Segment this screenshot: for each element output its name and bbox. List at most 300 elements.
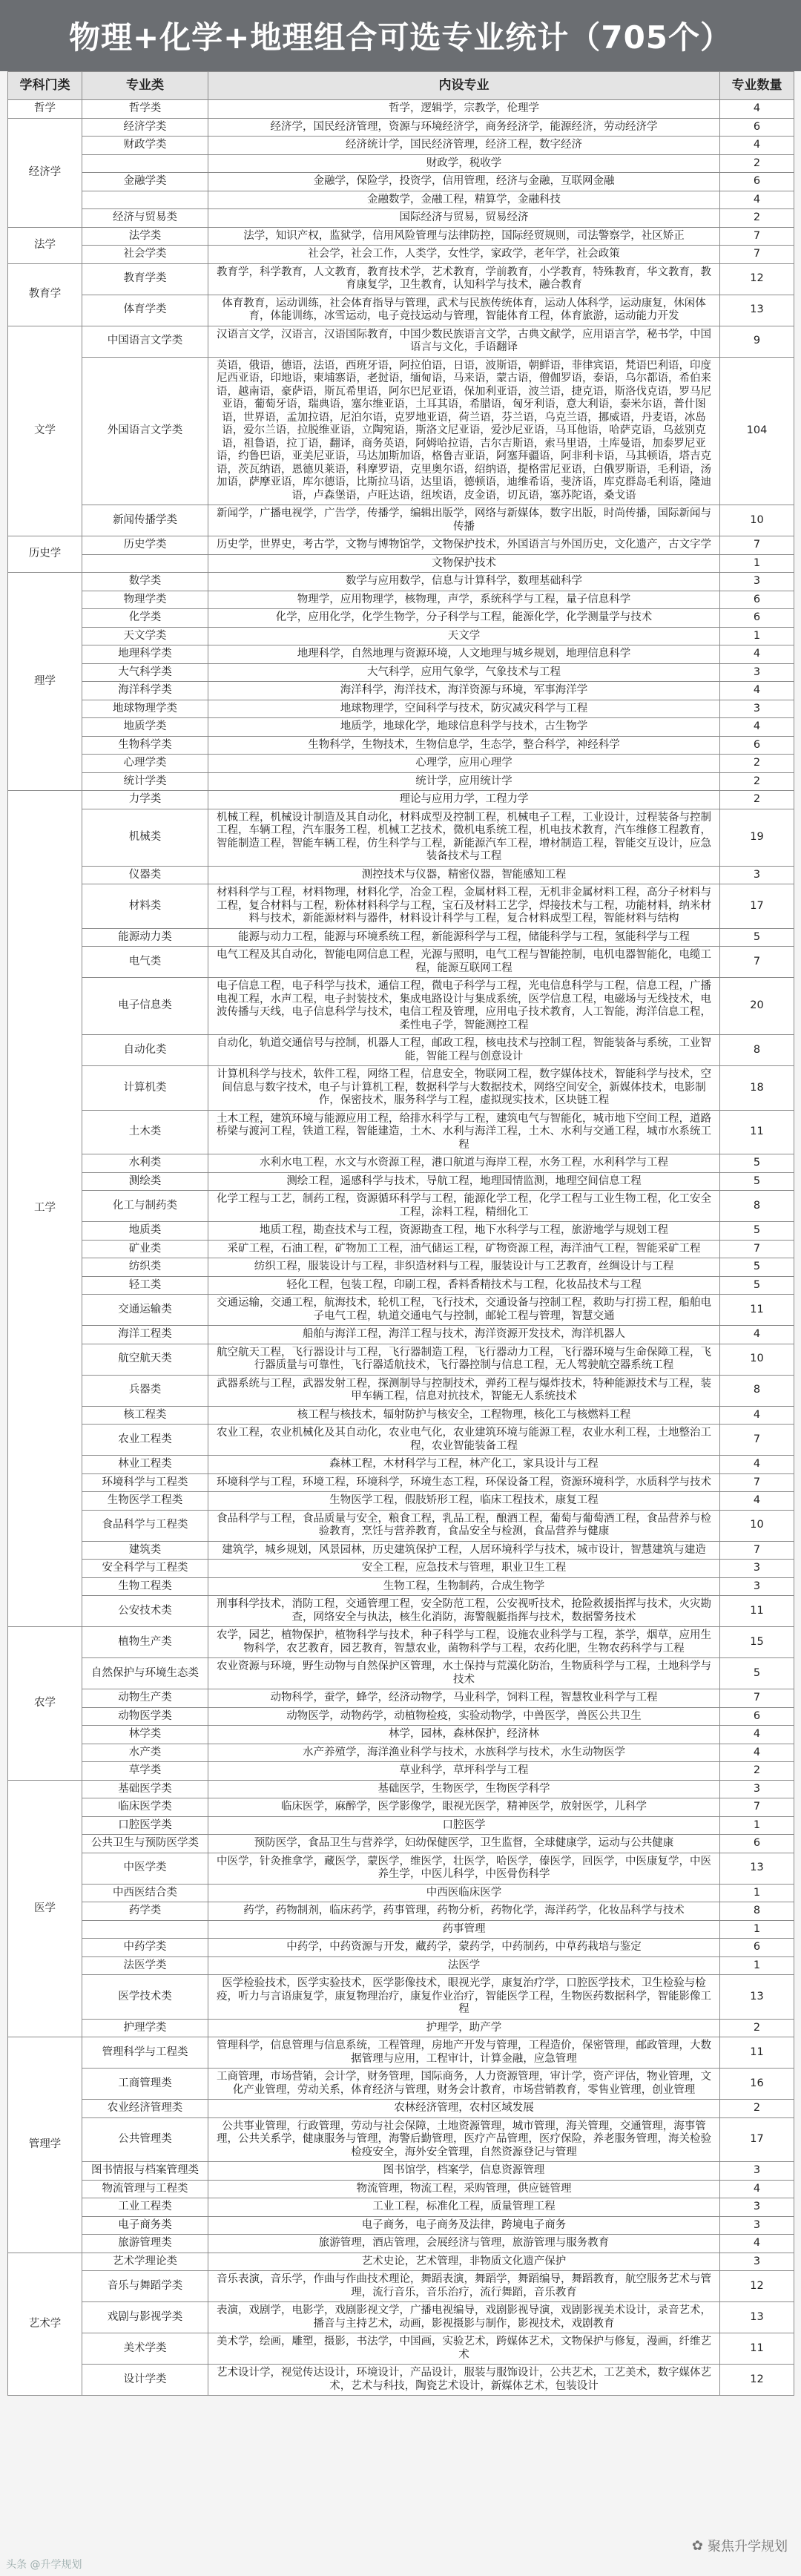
count-cell: 5 xyxy=(720,1154,794,1173)
majors-cell: 机械工程，机械设计制造及其自动化，材料成型及控制工程，机械电子工程，工业设计，过程装备与控制工程，车辆工程，汽车服务工程，机械工艺技术，微机电系统工程，机电技术教育，汽车维修工程教育，智能制造工程，智能车辆工程，仿生科学与工程，新能源汽车工程，增材制造工程，智能交互设计，应急装备技术与工程 xyxy=(208,809,720,866)
count-cell: 12 xyxy=(720,263,794,295)
majors-cell: 金融学，保险学，投资学，信用管理，经济与金融，互联网金融 xyxy=(208,173,720,191)
table-row xyxy=(8,1066,794,1111)
count-cell: 12 xyxy=(720,2271,794,2302)
table-row xyxy=(8,1780,794,1798)
major-class-cell: 轻工类 xyxy=(82,1276,208,1295)
majors-cell: 工商管理，市场营销，会计学，财务管理，国际商务，人力资源管理，审计学，资产评估，物业管理，文化产业管理，劳动关系，体育经济与管理，财务会计教育，市场营销教育，零售业管理，创业管理 xyxy=(208,2069,720,2100)
table-row xyxy=(8,1835,794,1853)
count-cell: 6 xyxy=(720,173,794,191)
count-cell: 3 xyxy=(720,663,794,682)
count-cell: 7 xyxy=(720,536,794,555)
count-cell: 16 xyxy=(720,2069,794,2100)
major-class-cell: 兵器类 xyxy=(82,1375,208,1406)
table-row xyxy=(8,772,794,791)
table-row xyxy=(8,173,794,191)
major-class-cell: 动物医学类 xyxy=(82,1707,208,1726)
count-cell: 6 xyxy=(720,1835,794,1853)
table-row xyxy=(8,2216,794,2235)
table-row xyxy=(8,1240,794,1258)
table-row xyxy=(8,1975,794,2020)
major-class-cell: 临床医学类 xyxy=(82,1798,208,1817)
major-class-cell: 机械类 xyxy=(82,809,208,866)
table-row xyxy=(8,1658,794,1689)
major-class-cell: 医学技术类 xyxy=(82,1975,208,2020)
major-class-cell: 美术学类 xyxy=(82,2333,208,2365)
count-cell: 4 xyxy=(720,191,794,209)
count-cell: 11 xyxy=(720,1295,794,1326)
majors-cell: 材料科学与工程，材料物理，材料化学，冶金工程，金属材料工程，无机非金属材料工程，高分子材料与工程，复合材料与工程，粉体材料科学与工程，宝石及材料工艺学，焊接技术与工程，功能材料，纳米材料与技术，新能源材料与器件，材料设计科学与工程，复合材料成型工程，智能材料与结构 xyxy=(208,884,720,929)
major-class-cell: 工业工程类 xyxy=(82,2198,208,2217)
table-row xyxy=(8,700,794,718)
count-cell: 4 xyxy=(720,1456,794,1474)
majors-cell: 公共事业管理，行政管理，劳动与社会保障，土地资源管理，城市管理，海关管理，交通管理，海事管理，公共关系学，健康服务与管理，海警后勤管理，医疗产品管理，医疗保险，养老服务管理，海关检验检疫安全，海外安全管理，自然资源登记与管理 xyxy=(208,2117,720,2162)
table-row xyxy=(8,791,794,809)
table-row xyxy=(8,1798,794,1817)
header-category: 学科门类 xyxy=(8,72,82,100)
major-class-cell: 社会学类 xyxy=(82,246,208,264)
table-row xyxy=(8,1191,794,1222)
discipline-cell: 理学 xyxy=(8,573,82,791)
major-class-cell: 材料类 xyxy=(82,884,208,929)
table-row xyxy=(8,2162,794,2181)
major-class-cell: 海洋工程类 xyxy=(82,1326,208,1344)
count-cell: 13 xyxy=(720,295,794,326)
count-cell: 2 xyxy=(720,772,794,791)
major-class-cell: 自动化类 xyxy=(82,1035,208,1066)
count-cell: 18 xyxy=(720,1066,794,1111)
major-class-cell: 经济与贸易类 xyxy=(82,209,208,228)
majors-cell: 护理学，助产学 xyxy=(208,2019,720,2037)
majors-cell: 历史学，世界史，考古学，文物与博物馆学，文物保护技术，外国语言与外国历史，文化遗产，古文字学 xyxy=(208,536,720,555)
majors-cell: 农林经济管理，农村区域发展 xyxy=(208,2100,720,2118)
table-row xyxy=(8,755,794,773)
majors-cell: 社会学，社会工作，人类学，女性学，家政学，老年学，社会政策 xyxy=(208,246,720,264)
major-class-cell: 哲学类 xyxy=(82,100,208,119)
count-cell: 5 xyxy=(720,1222,794,1241)
count-cell: 11 xyxy=(720,1596,794,1627)
count-cell: 5 xyxy=(720,1258,794,1277)
table-row xyxy=(8,591,794,609)
table-row xyxy=(8,326,794,357)
table-row xyxy=(8,663,794,682)
table-row xyxy=(8,645,794,664)
table-row xyxy=(8,1510,794,1541)
majors-cell: 武器系统与工程，武器发射工程，探测制导与控制技术，弹药工程与爆炸技术，特种能源技术与工程，装甲车辆工程，信息对抗技术，智能无人系统技术 xyxy=(208,1375,720,1406)
majors-cell: 中药学，中药资源与开发，藏药学，蒙药学，中药制药，中草药栽培与鉴定 xyxy=(208,1939,720,1957)
major-class-cell: 航空航天类 xyxy=(82,1344,208,1375)
discipline-cell: 教育学 xyxy=(8,263,82,326)
majors-cell: 中医学，针灸推拿学，藏医学，蒙医学，维医学，壮医学，哈医学，傣医学，回医学，中医康复学，中医养生学，中医儿科学，中医骨伤科学 xyxy=(208,1853,720,1884)
discipline-cell: 管理学 xyxy=(8,2037,82,2253)
count-cell: 7 xyxy=(720,1425,794,1456)
major-class-cell: 建筑类 xyxy=(82,1541,208,1560)
majors-cell: 国际经济与贸易，贸易经济 xyxy=(208,209,720,228)
table-row xyxy=(8,1689,794,1708)
table-row xyxy=(8,263,794,295)
count-cell: 1 xyxy=(720,1920,794,1939)
count-cell: 6 xyxy=(720,1939,794,1957)
table-row xyxy=(8,1222,794,1241)
major-class-cell: 工商管理类 xyxy=(82,2069,208,2100)
count-cell: 3 xyxy=(720,700,794,718)
major-class-cell: 体育学类 xyxy=(82,295,208,326)
majors-cell: 安全工程，应急技术与管理，职业卫生工程 xyxy=(208,1560,720,1578)
count-cell: 7 xyxy=(720,1541,794,1560)
major-class-cell: 电气类 xyxy=(82,947,208,978)
table-row xyxy=(8,1920,794,1939)
count-cell: 6 xyxy=(720,118,794,137)
majors-cell: 体育教育，运动训练，社会体育指导与管理，武术与民族传统体育，运动人体科学，运动康复，休闲体育，体能训练，冰雪运动，电子竞技运动与管理，智能体育工程，体育旅游，运动能力开发 xyxy=(208,295,720,326)
count-cell: 3 xyxy=(720,866,794,884)
major-class-cell: 公安技术类 xyxy=(82,1596,208,1627)
majors-cell: 纺织工程，服装设计与工程，非织造材料与工程，服装设计与工艺教育，丝绸设计与工程 xyxy=(208,1258,720,1277)
major-class-cell: 历史学类 xyxy=(82,536,208,555)
table-row xyxy=(8,978,794,1035)
majors-cell: 大气科学，应用气象学，气象技术与工程 xyxy=(208,663,720,682)
major-class-cell: 核工程类 xyxy=(82,1406,208,1425)
count-cell: 8 xyxy=(720,1375,794,1406)
majors-cell: 工业工程，标准化工程，质量管理工程 xyxy=(208,2198,720,2217)
discipline-cell: 经济学 xyxy=(8,118,82,227)
discipline-cell: 法学 xyxy=(8,227,82,263)
table-row xyxy=(8,357,794,505)
table-row xyxy=(8,718,794,737)
majors-table xyxy=(7,71,794,2396)
table-row xyxy=(8,536,794,555)
majors-cell: 农业资源与环境，野生动物与自然保护区管理，水土保持与荒漠化防治，生物质科学与工程，土地科学与技术 xyxy=(208,1658,720,1689)
count-cell: 7 xyxy=(720,227,794,246)
major-class-cell: 地质类 xyxy=(82,1222,208,1241)
count-cell: 4 xyxy=(720,1726,794,1744)
majors-cell: 数学与应用数学，信息与计算科学，数理基础科学 xyxy=(208,573,720,591)
majors-cell: 哲学，逻辑学，宗教学，伦理学 xyxy=(208,100,720,119)
majors-cell: 预防医学，食品卫生与营养学，妇幼保健医学，卫生监督，全球健康学，运动与公共健康 xyxy=(208,1835,720,1853)
major-class-cell: 经济学类 xyxy=(82,118,208,137)
table-row xyxy=(8,227,794,246)
majors-cell: 轻化工程，包装工程，印刷工程，香料香精技术与工程，化妆品技术与工程 xyxy=(208,1276,720,1295)
majors-cell: 交通运输，交通工程，航海技术，轮机工程，飞行技术，交通设备与控制工程，救助与打捞工程，船舶电子电气工程，轨道交通电气与控制，邮轮工程与管理，智慧交通 xyxy=(208,1295,720,1326)
major-class-cell: 基础医学类 xyxy=(82,1780,208,1798)
major-class-cell: 财政学类 xyxy=(82,137,208,155)
header-count: 专业数量 xyxy=(720,72,794,100)
major-class-cell: 水利类 xyxy=(82,1154,208,1173)
major-class-cell: 大气科学类 xyxy=(82,663,208,682)
table-row xyxy=(8,884,794,929)
majors-cell: 管理科学，信息管理与信息系统，工程管理，房地产开发与管理，工程造价，保密管理，邮政管理，大数据管理与应用，工程审计，计算金融，应急管理 xyxy=(208,2037,720,2069)
major-class-cell: 旅游管理类 xyxy=(82,2235,208,2253)
major-class-cell: 地质学类 xyxy=(82,718,208,737)
major-class-cell: 天文学类 xyxy=(82,627,208,645)
count-cell: 5 xyxy=(720,928,794,947)
majors-cell: 口腔医学 xyxy=(208,1816,720,1835)
count-cell: 4 xyxy=(720,718,794,737)
table-row xyxy=(8,246,794,264)
majors-cell: 自动化，轨道交通信号与控制，机器人工程，邮政工程，核电技术与控制工程，智能装备与系统，工业智能，智能工程与创意设计 xyxy=(208,1035,720,1066)
table-row xyxy=(8,191,794,209)
table-row xyxy=(8,1726,794,1744)
table-row xyxy=(8,137,794,155)
majors-cell: 环境科学与工程，环境工程，环境科学，环境生态工程，环保设备工程，资源环境科学，水质科学与技术 xyxy=(208,1473,720,1492)
majors-cell: 经济统计学，国民经济管理，经济工程，数字经济 xyxy=(208,137,720,155)
table-row xyxy=(8,1902,794,1921)
table-row xyxy=(8,1541,794,1560)
count-cell: 1 xyxy=(720,1884,794,1902)
majors-cell: 电子商务，电子商务及法律，跨境电子商务 xyxy=(208,2216,720,2235)
majors-cell: 地球物理学，空间科学与技术，防灾减灾科学与工程 xyxy=(208,700,720,718)
table-row xyxy=(8,1956,794,1975)
major-class-cell: 电子商务类 xyxy=(82,2216,208,2235)
majors-cell: 电气工程及其自动化，智能电网信息工程，光源与照明，电气工程与智能控制，电机电器智能化，电缆工程，能源互联网工程 xyxy=(208,947,720,978)
major-class-cell: 交通运输类 xyxy=(82,1295,208,1326)
majors-cell: 生物工程，生物制药，合成生物学 xyxy=(208,1577,720,1596)
table-row xyxy=(8,2365,794,2396)
count-cell: 6 xyxy=(720,736,794,755)
majors-cell: 刑事科学技术，消防工程，交通管理工程，安全防范工程，公安视听技术，抢险救援指挥与技术，火灾勘查，网络安全与执法，核生化消防，海警舰艇指挥与技术，数据警务技术 xyxy=(208,1596,720,1627)
majors-cell: 森林工程，木材科学与工程，林产化工，家具设计与工程 xyxy=(208,1456,720,1474)
majors-cell: 天文学 xyxy=(208,627,720,645)
table-row xyxy=(8,1762,794,1781)
major-class-cell: 戏剧与影视学类 xyxy=(82,2302,208,2333)
major-class-cell: 数学类 xyxy=(82,573,208,591)
table-row xyxy=(8,1295,794,1326)
major-class-cell: 草学类 xyxy=(82,1762,208,1781)
major-class-cell: 音乐与舞蹈学类 xyxy=(82,2271,208,2302)
major-class-cell: 电子信息类 xyxy=(82,978,208,1035)
major-class-cell: 药学类 xyxy=(82,1902,208,1921)
majors-cell: 表演，戏剧学，电影学，戏剧影视文学，广播电视编导，戏剧影视导演，戏剧影视美术设计，录音艺术，播音与主持艺术，动画，影视摄影与制作，影视技术，戏剧教育 xyxy=(208,2302,720,2333)
header-majors: 内设专业 xyxy=(208,72,720,100)
major-class-cell: 新闻传播学类 xyxy=(82,505,208,536)
major-class-cell: 纺织类 xyxy=(82,1258,208,1277)
table-row xyxy=(8,505,794,536)
major-class-cell: 教育学类 xyxy=(82,263,208,295)
majors-cell: 海洋科学，海洋技术，海洋资源与环境，军事海洋学 xyxy=(208,682,720,700)
majors-cell: 生物科学，生物技术，生物信息学，生态学，整合科学，神经科学 xyxy=(208,736,720,755)
majors-cell: 动物科学，蚕学，蜂学，经济动物学，马业科学，饲料工程，智慧牧业科学与工程 xyxy=(208,1689,720,1708)
major-class-cell: 自然保护与环境生态类 xyxy=(82,1658,208,1689)
major-class-cell: 图书情报与档案管理类 xyxy=(82,2162,208,2181)
major-class-cell: 生物工程类 xyxy=(82,1577,208,1596)
major-class-cell: 地理科学类 xyxy=(82,645,208,664)
table-row xyxy=(8,736,794,755)
table-row xyxy=(8,1276,794,1295)
majors-cell: 航空航天工程，飞行器设计与工程，飞行器制造工程，飞行器动力工程，飞行器环境与生命保障工程，飞行器质量与可靠性，飞行器适航技术，飞行器控制与信息工程，无人驾驶航空器系统工程 xyxy=(208,1344,720,1375)
major-class-cell: 中药学类 xyxy=(82,1939,208,1957)
count-cell: 2 xyxy=(720,2100,794,2118)
count-cell: 5 xyxy=(720,1276,794,1295)
major-class-cell: 设计学类 xyxy=(82,2365,208,2396)
count-cell: 7 xyxy=(720,246,794,264)
majors-cell: 图书馆学，档案学，信息资源管理 xyxy=(208,2162,720,2181)
majors-cell: 食品科学与工程，食品质量与安全，粮食工程，乳品工程，酿酒工程，葡萄与葡萄酒工程，食品营养与检验教育，烹饪与营养教育，食品安全与检测，食品营养与健康 xyxy=(208,1510,720,1541)
count-cell: 4 xyxy=(720,1326,794,1344)
majors-cell: 土木工程，建筑环境与能源应用工程，给排水科学与工程，建筑电气与智能化，城市地下空间工程，道路桥梁与渡河工程，铁道工程，智能建造，土木、水利与海洋工程，土木、水利与交通工程，城市水系统工程 xyxy=(208,1110,720,1154)
count-cell: 2 xyxy=(720,2019,794,2037)
major-class-cell: 能源动力类 xyxy=(82,928,208,947)
table-row xyxy=(8,1627,794,1658)
majors-cell: 药事管理 xyxy=(208,1920,720,1939)
count-cell: 17 xyxy=(720,884,794,929)
major-class-cell xyxy=(82,191,208,209)
count-cell: 4 xyxy=(720,1492,794,1511)
table-row xyxy=(8,1744,794,1762)
table-row xyxy=(8,1492,794,1511)
count-cell: 3 xyxy=(720,1577,794,1596)
major-class-cell: 公共卫生与预防医学类 xyxy=(82,1835,208,1853)
count-cell: 4 xyxy=(720,1406,794,1425)
majors-cell: 林学，园林，森林保护，经济林 xyxy=(208,1726,720,1744)
table-body xyxy=(8,100,794,2396)
table-row xyxy=(8,627,794,645)
table-row xyxy=(8,154,794,173)
count-cell: 3 xyxy=(720,2253,794,2271)
major-class-cell: 土木类 xyxy=(82,1110,208,1154)
major-class-cell xyxy=(82,554,208,573)
count-cell: 2 xyxy=(720,791,794,809)
discipline-cell: 文学 xyxy=(8,326,82,536)
count-cell: 5 xyxy=(720,1172,794,1191)
table-row xyxy=(8,118,794,137)
table-row xyxy=(8,209,794,228)
count-cell: 13 xyxy=(720,1853,794,1884)
majors-cell: 艺术设计学，视觉传达设计，环境设计，产品设计，服装与服饰设计，公共艺术，工艺美术，数字媒体艺术，艺术与科技，陶瓷艺术设计，新媒体艺术，包装设计 xyxy=(208,2365,720,2396)
majors-cell: 物理学，应用物理学，核物理，声学，系统科学与工程，量子信息科学 xyxy=(208,591,720,609)
table-row xyxy=(8,2117,794,2162)
major-class-cell: 生物科学类 xyxy=(82,736,208,755)
majors-cell: 中西医临床医学 xyxy=(208,1884,720,1902)
count-cell: 4 xyxy=(720,2235,794,2253)
majors-cell: 能源与动力工程，能源与环境系统工程，新能源科学与工程，储能科学与工程，氢能科学与工程 xyxy=(208,928,720,947)
major-class-cell xyxy=(82,154,208,173)
majors-cell: 艺术史论，艺术管理，非物质文化遗产保护 xyxy=(208,2253,720,2271)
table-row xyxy=(8,1456,794,1474)
majors-cell: 电子信息工程，电子科学与技术，通信工程，微电子科学与工程，光电信息科学与工程，信息工程，广播电视工程，水声工程，电子封装技术，集成电路设计与集成系统，医学信息工程，电磁场与无线技术，电波传播与天线，电子信息科学与技术，电信工程及管理，应用电子技术教育，人工智能，海洋信息工程，柔性电子学，智能测控工程 xyxy=(208,978,720,1035)
major-class-cell: 地球物理学类 xyxy=(82,700,208,718)
majors-cell: 采矿工程，石油工程，矿物加工工程，油气储运工程，矿物资源工程，海洋油气工程，智能采矿工程 xyxy=(208,1240,720,1258)
table-row xyxy=(8,609,794,628)
major-class-cell: 农业工程类 xyxy=(82,1425,208,1456)
majors-cell: 文物保护技术 xyxy=(208,554,720,573)
count-cell: 12 xyxy=(720,2365,794,2396)
major-class-cell: 中医学类 xyxy=(82,1853,208,1884)
major-class-cell: 化工与制药类 xyxy=(82,1191,208,1222)
major-class-cell: 环境科学与工程类 xyxy=(82,1473,208,1492)
count-cell: 5 xyxy=(720,1658,794,1689)
table-row xyxy=(8,2019,794,2037)
count-cell: 8 xyxy=(720,1191,794,1222)
table-row xyxy=(8,1326,794,1344)
major-class-cell: 安全科学与工程类 xyxy=(82,1560,208,1578)
count-cell: 6 xyxy=(720,1707,794,1726)
watermark xyxy=(692,2536,788,2555)
wechat-icon: ✿ xyxy=(691,2537,703,2554)
table-row xyxy=(8,2235,794,2253)
majors-cell: 理论与应用力学，工程力学 xyxy=(208,791,720,809)
table-row xyxy=(8,1596,794,1627)
count-cell: 10 xyxy=(720,505,794,536)
major-class-cell: 化学类 xyxy=(82,609,208,628)
table-row xyxy=(8,1406,794,1425)
majors-cell: 化学工程与工艺，制药工程，资源循环科学与工程，能源化学工程，化学工程与工业生物工程，化工安全工程，涂料工程，精细化工 xyxy=(208,1191,720,1222)
count-cell: 3 xyxy=(720,2216,794,2235)
discipline-cell: 工学 xyxy=(8,791,82,1627)
watermark-text: 聚焦升学规划 xyxy=(708,2539,788,2554)
major-class-cell: 测绘类 xyxy=(82,1172,208,1191)
footer-mark: 头条 @升学规划 xyxy=(6,2559,82,2571)
count-cell: 6 xyxy=(720,609,794,628)
majors-cell: 地质学，地球化学，地球信息科学与技术，古生物学 xyxy=(208,718,720,737)
majors-cell: 核工程与核技术，辐射防护与核安全，工程物理，核化工与核燃料工程 xyxy=(208,1406,720,1425)
major-class-cell: 口腔医学类 xyxy=(82,1816,208,1835)
discipline-cell: 医学 xyxy=(8,1780,82,2037)
table-row xyxy=(8,1035,794,1066)
table-row xyxy=(8,1425,794,1456)
major-class-cell: 法医学类 xyxy=(82,1956,208,1975)
majors-cell: 动物医学，动物药学，动植物检疫，实验动物学，中兽医学，兽医公共卫生 xyxy=(208,1707,720,1726)
count-cell: 2 xyxy=(720,209,794,228)
majors-cell: 金融数学，金融工程，精算学，金融科技 xyxy=(208,191,720,209)
count-cell: 4 xyxy=(720,1744,794,1762)
count-cell: 7 xyxy=(720,1798,794,1817)
majors-cell: 汉语言文学，汉语言，汉语国际教育，中国少数民族语言文学，古典文献学，应用语言学，秘书学，中国语言与文化，手语翻译 xyxy=(208,326,720,357)
table-row xyxy=(8,1853,794,1884)
major-class-cell: 力学类 xyxy=(82,791,208,809)
count-cell: 4 xyxy=(720,682,794,700)
majors-cell: 医学检验技术，医学实验技术，医学影像技术，眼视光学，康复治疗学，口腔医学技术，卫生检验与检疫，听力与言语康复学，康复物理治疗，康复作业治疗，智能医学工程，生物医药数据科学，智能影像工程 xyxy=(208,1975,720,2020)
count-cell: 1 xyxy=(720,554,794,573)
count-cell: 7 xyxy=(720,1240,794,1258)
page-title: 物理+化学+地理组合可选专业统计（705个） xyxy=(0,0,801,71)
count-cell: 17 xyxy=(720,2117,794,2162)
table-row xyxy=(8,682,794,700)
table-row xyxy=(8,2302,794,2333)
major-class-cell: 物流管理与工程类 xyxy=(82,2180,208,2198)
majors-cell: 旅游管理，酒店管理，会展经济与管理，旅游管理与服务教育 xyxy=(208,2235,720,2253)
count-cell: 3 xyxy=(720,2162,794,2181)
table-row xyxy=(8,573,794,591)
count-cell: 10 xyxy=(720,1344,794,1375)
majors-cell: 临床医学，麻醉学，医学影像学，眼视光医学，精神医学，放射医学，儿科学 xyxy=(208,1798,720,1817)
count-cell: 8 xyxy=(720,1902,794,1921)
count-cell: 3 xyxy=(720,2198,794,2217)
count-cell: 13 xyxy=(720,1975,794,2020)
table-row xyxy=(8,1884,794,1902)
majors-cell: 水产养殖学，海洋渔业科学与技术，水族科学与技术，水生动物医学 xyxy=(208,1744,720,1762)
majors-cell: 农业工程，农业机械化及其自动化，农业电气化，农业建筑环境与能源工程，农业水利工程，土地整治工程，农业智能装备工程 xyxy=(208,1425,720,1456)
major-class-cell: 仪器类 xyxy=(82,866,208,884)
discipline-cell: 哲学 xyxy=(8,100,82,119)
major-class-cell: 公共管理类 xyxy=(82,2117,208,2162)
table-row xyxy=(8,866,794,884)
majors-cell: 生物医学工程，假肢矫形工程，临床工程技术，康复工程 xyxy=(208,1492,720,1511)
majors-cell: 新闻学，广播电视学，广告学，传播学，编辑出版学，网络与新媒体，数字出版，时尚传播，国际新闻与传播 xyxy=(208,505,720,536)
majors-cell: 基础医学，生物医学，生物医学科学 xyxy=(208,1780,720,1798)
major-class-cell: 管理科学与工程类 xyxy=(82,2037,208,2069)
header-class: 专业类 xyxy=(82,72,208,100)
table-row xyxy=(8,1110,794,1154)
discipline-cell: 历史学 xyxy=(8,536,82,573)
count-cell: 10 xyxy=(720,1510,794,1541)
count-cell: 4 xyxy=(720,137,794,155)
major-class-cell: 法学类 xyxy=(82,227,208,246)
major-class-cell: 艺术学理论类 xyxy=(82,2253,208,2271)
discipline-cell: 农学 xyxy=(8,1627,82,1781)
majors-cell: 法学，知识产权，监狱学，信用风险管理与法律防控，国际经贸规则，司法警察学，社区矫正 xyxy=(208,227,720,246)
table-row xyxy=(8,2069,794,2100)
table-row xyxy=(8,1560,794,1578)
count-cell: 7 xyxy=(720,947,794,978)
